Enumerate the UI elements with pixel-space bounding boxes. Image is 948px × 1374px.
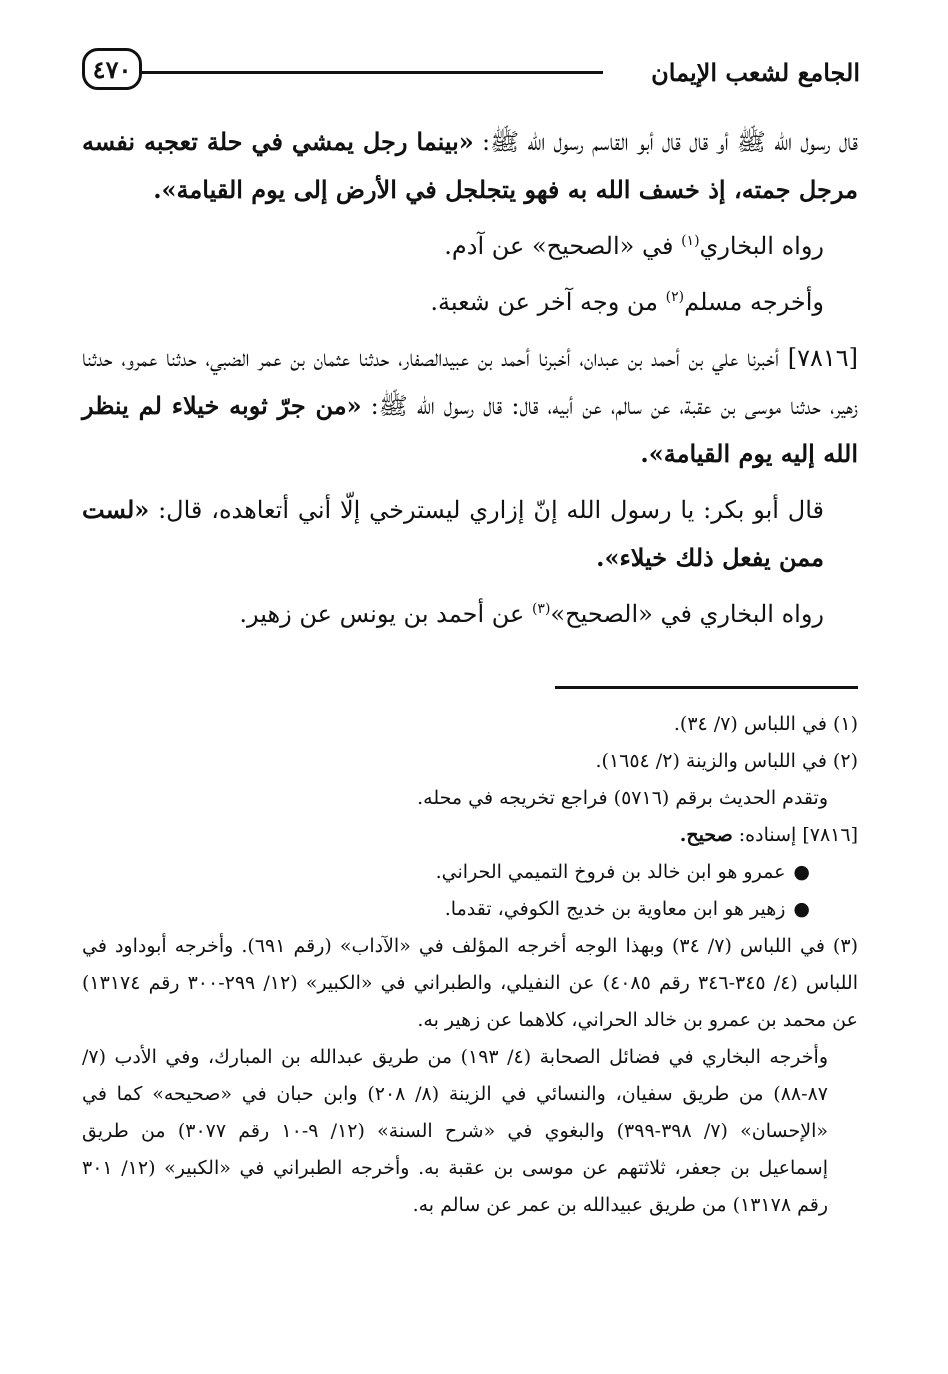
source-text: في «الصحيح» عن آدم.: [444, 232, 682, 260]
source-text: من وجه آخر عن شعبة.: [430, 288, 666, 316]
bullet-icon: ●: [793, 861, 810, 883]
source-bukhari: [82, 222, 858, 270]
source-muslim: [82, 278, 858, 326]
isnad-grading: [82, 817, 858, 854]
footnote-3-continued: وأخرجه البخاري في فضائل الصحابة (٤/ ١٩٣) من طريق عبدالله بن المبارك، وفي الأدب (٧/ ٨٧-٨٨) من طريق سفيان، والنسائي في الزينة (٨/ ٢٠٨) وابن حبان في «صحيحه» كما في «الإحسان» (٧/ ٣٩٨-٣٩٩) والبغوي في «شرح السنة» (١٢/ ٩-١٠ رقم ٣٠٧٧) من طريق إسماعيل بن جعفر، ثلاثتهم عن موسى بن عقبة به. وأخرجه الطبراني في «الكبير» (١٢/ ٣٠١ رقم ١٣١٧٨) من طريق عبيدالله بن عمر عن سالم به.: [82, 1046, 828, 1216]
source-bukhari-2: [82, 590, 858, 638]
isnad-label: [٧٨١٦] إسناده:: [732, 824, 858, 846]
isnad-text: أخبرنا علي بن أحمد بن عبدان، أخبرنا أحمد بن عبيدالصفار، حدثنا عثمان بن عمر الضبي، حدثنا عمرو، حدثنا زهير، حدثنا موسى بن عقبة، عن سالم، عن أبيه، قال: قال رسول الله ﷺ:: [82, 344, 858, 420]
narrator-note-2: [82, 891, 858, 928]
footnote-2: (٢) في اللباس والزينة (٢/ ١٦٥٤).: [595, 750, 858, 772]
footnotes: [82, 706, 858, 1224]
page-header: [72, 28, 868, 108]
page-number: ٤٧٠: [82, 48, 142, 90]
footnote-ref-1[interactable]: (١): [681, 233, 700, 249]
footnote-3: (٣) في اللباس (٧/ ٣٤) وبهذا الوجه أخرجه المؤلف في «الآداب» (رقم ٦٩١). وأخرجه أبوداود في اللباس (٤/ ٣٤٥-٣٤٦ رقم ٤٠٨٥) عن النفيلي، والطبراني في «الكبير» (١٢/ ٢٩٩-٣٠٠ رقم ١٣١٧٤) عن محمد بن عمرو بن خالد الحراني، كلاهما عن زهير به.: [82, 935, 858, 1031]
source-text: عن أحمد بن يونس عن زهير.: [239, 600, 532, 628]
narrator-text: عمرو هو ابن خالد بن فروخ التميمي الحراني.: [435, 861, 786, 883]
narration-intro: قال أبو بكر: يا رسول الله إنّ إزاري ليسترخي إلّا أني أتعاهده، قال:: [149, 496, 824, 524]
source-text: رواه البخاري: [699, 232, 824, 260]
running-title: الجامع لشعب الإيمان: [651, 58, 860, 87]
hadith-text-1: [82, 118, 858, 214]
header-rule: [142, 71, 603, 74]
footnote-2-note: وتقدم الحديث برقم (٥٧١٦) فراجع تخريجه في محله.: [417, 787, 828, 809]
narrator-note-1: [82, 854, 858, 891]
hadith-7816: [82, 334, 858, 478]
source-text: رواه البخاري في «الصحيح»: [550, 600, 824, 628]
hadith-quote: «من جرّ ثوبه خيلاء لم ينظر الله إليه يوم القيامة».: [82, 391, 858, 468]
isnad-status: صحيح.: [679, 824, 733, 846]
hadith-number: [٧٨١٦]: [787, 344, 858, 372]
main-text: [82, 118, 858, 646]
source-text: وأخرجه مسلم: [684, 288, 824, 316]
narrator-text: زهير هو ابن معاوية بن خديج الكوفي، تقدما.: [444, 898, 786, 920]
abu-bakr-question: [82, 486, 858, 582]
hadith-quote: «بينما رجل يمشي في حلة تعجبه نفسه مرجل جمته، إذ خسف الله به فهو يتجلجل في الأرض إلى يوم القيامة».: [82, 127, 858, 204]
footnote-ref-2[interactable]: (٢): [665, 289, 685, 305]
footnote-1: (١) في اللباس (٧/ ٣٤).: [673, 713, 858, 735]
hadith-quote: «لست ممن يفعل ذلك خيلاء».: [82, 495, 824, 572]
footnote-separator: [555, 686, 858, 689]
bullet-icon: ●: [793, 898, 810, 920]
footnote-ref-3[interactable]: (٣): [531, 601, 551, 617]
narration-intro: قال رسول الله ﷺ أو قال قال أبو القاسم رسول الله ﷺ:: [473, 128, 859, 156]
